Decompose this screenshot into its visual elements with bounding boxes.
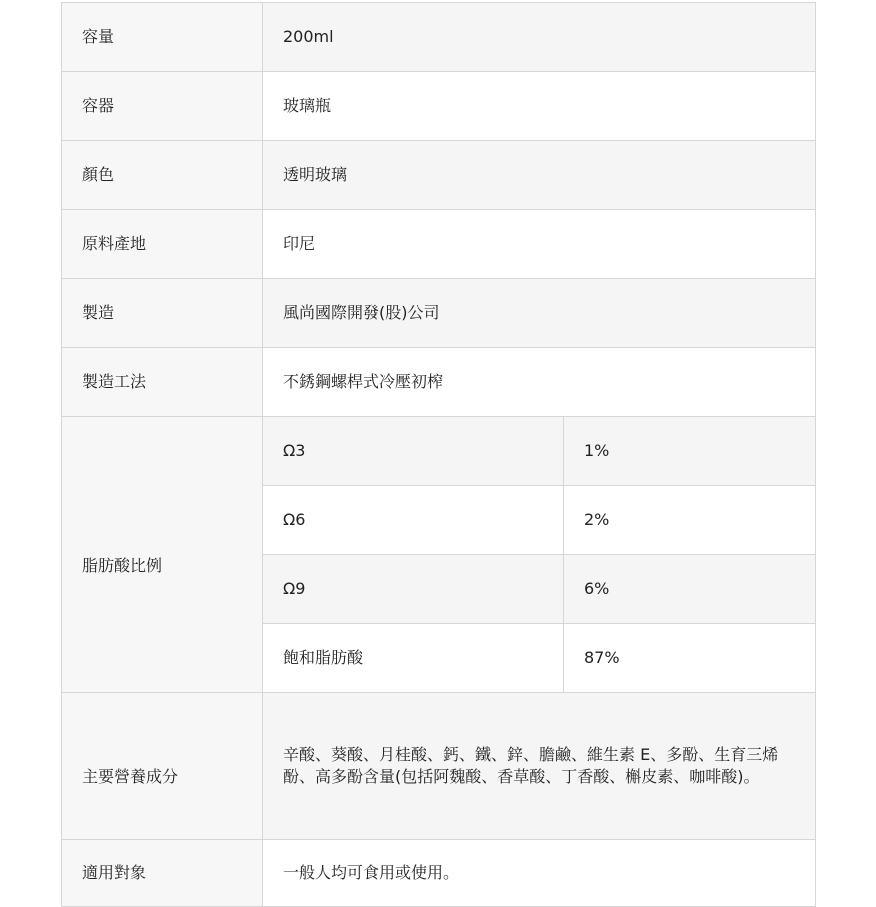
table-row xyxy=(62,693,816,840)
table-row xyxy=(62,348,816,417)
table-row xyxy=(62,72,816,141)
fatty-acid-name: Ω9 xyxy=(263,555,564,624)
fatty-acid-value: 6% xyxy=(564,555,816,624)
table-row xyxy=(62,210,816,279)
table-row xyxy=(62,141,816,210)
table-row xyxy=(62,840,816,907)
table-row xyxy=(62,3,816,72)
spec-table xyxy=(61,2,816,907)
row-label-color: 顏色 xyxy=(62,141,263,210)
row-label-fatty-acids: 脂肪酸比例 xyxy=(62,417,263,693)
row-value-color: 透明玻璃 xyxy=(263,141,816,210)
row-label-nutrients: 主要營養成分 xyxy=(62,693,263,840)
row-value-manufacturer: 風尚國際開發(股)公司 xyxy=(263,279,816,348)
row-label-manufacturer: 製造 xyxy=(62,279,263,348)
row-label-target: 適用對象 xyxy=(62,840,263,907)
row-label-process: 製造工法 xyxy=(62,348,263,417)
row-value-container: 玻璃瓶 xyxy=(263,72,816,141)
fatty-acid-name: Ω3 xyxy=(263,417,564,486)
fatty-acid-name: Ω6 xyxy=(263,486,564,555)
row-value-nutrients: 辛酸、葵酸、月桂酸、鈣、鐵、鋅、膽鹼、維生素 E、多酚、生育三烯酚、高多酚含量(包括阿魏酸、香草酸、丁香酸、槲皮素、咖啡酸)。 xyxy=(263,693,816,840)
row-label-origin: 原料產地 xyxy=(62,210,263,279)
row-value-process: 不銹鋼螺桿式冷壓初榨 xyxy=(263,348,816,417)
fatty-acid-value: 2% xyxy=(564,486,816,555)
fatty-acid-name: 飽和脂肪酸 xyxy=(263,624,564,693)
row-value-origin: 印尼 xyxy=(263,210,816,279)
table-row xyxy=(62,279,816,348)
table-row xyxy=(62,417,816,486)
fatty-acid-value: 1% xyxy=(564,417,816,486)
row-value-capacity: 200ml xyxy=(263,3,816,72)
row-label-container: 容器 xyxy=(62,72,263,141)
row-label-capacity: 容量 xyxy=(62,3,263,72)
row-value-target: 一般人均可食用或使用。 xyxy=(263,840,816,907)
fatty-acid-value: 87% xyxy=(564,624,816,693)
